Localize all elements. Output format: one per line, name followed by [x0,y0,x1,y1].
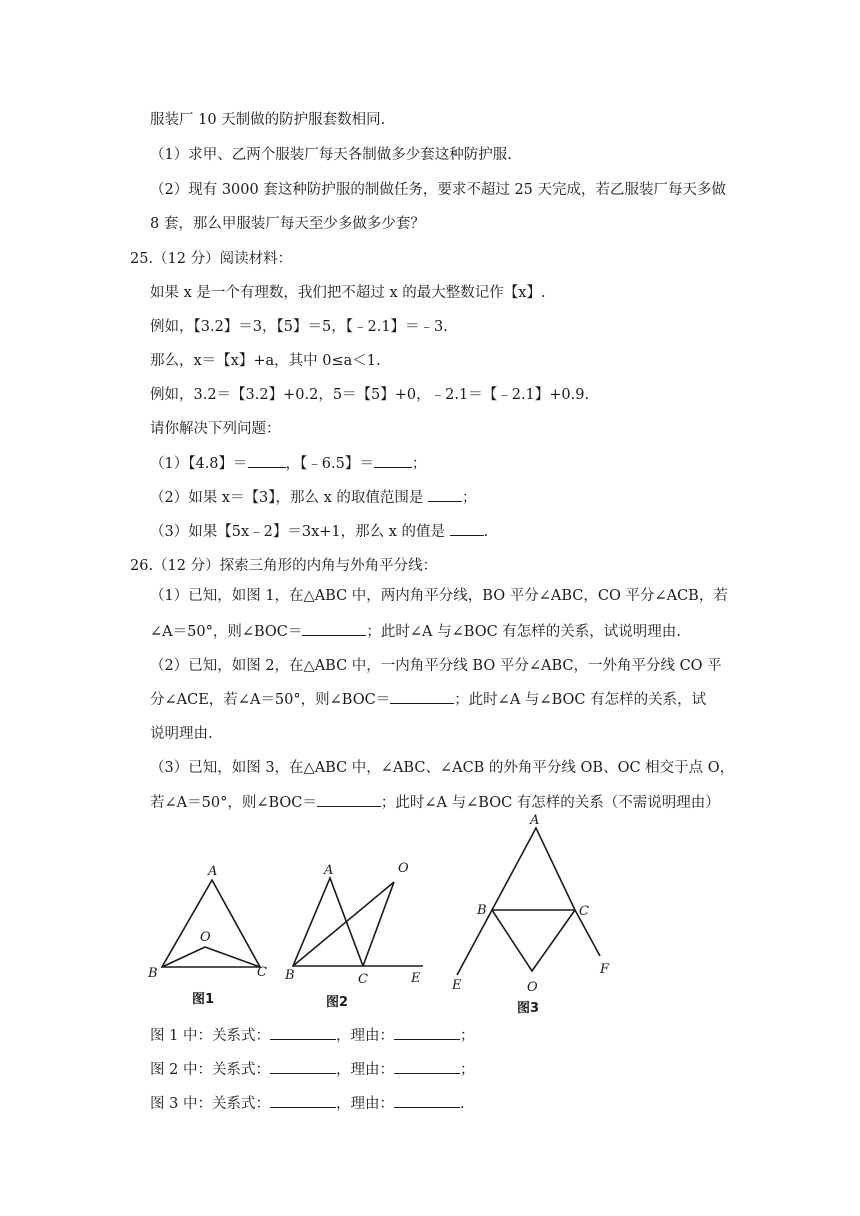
q24-line1: 服装厂 10 天制做的防护服套数相同. [150,112,386,128]
answer-blank[interactable] [248,453,286,468]
q26-part2a: （2）已知，如图 2，在△ABC 中，一内角平分线 BO 平分∠ABC，一外角平分线 CO 平 [150,658,722,674]
fig1-label-o: O [200,930,211,945]
fig1-label-a: A [208,864,218,879]
q24-part2a: （2）现有 3000 套这种防护服的制做任务，要求不超过 25 天完成，若乙服装厂每天多做 [150,182,727,198]
fig1-triangle-abc [162,880,260,967]
q25-material-5: 请你解决下列问题： [150,421,281,437]
q26-part2b: 分∠ACE，若∠A＝50°，则∠BOC＝ ；此时∠A 与∠BOC 有怎样的关系，试 [150,689,706,710]
q24-part2b: 8 套，那么甲服装厂每天至少多做多少套？ [150,216,425,232]
answer-blank[interactable] [428,487,462,502]
q25-material-1: 如果 x 是一个有理数，我们把不超过 x 的最大整数记作【x】. [150,285,546,301]
q25-part1: （1）【4.8】＝ ，【﹣6.5】＝ ； [150,453,426,474]
fig3-label-c: C [579,904,589,919]
fig1-caption: 图1 [192,992,215,1007]
fig2-label-b: B [285,968,295,983]
q24-part1: （1）求甲、乙两个服装厂每天各制做多少套这种防护服. [150,147,512,163]
answer-blank[interactable] [450,521,484,536]
q26-header: 26.（12 分）探索三角形的内角与外角平分线： [130,558,438,574]
fig2-label-e: E [411,971,421,986]
fig1-label-c: C [257,965,267,980]
q25-part2: （2）如果 x＝【3】，那么 x 的取值范围是 ； [150,487,477,508]
fig3-label-a: A [530,813,540,828]
q26-answer-fig2: 图 2 中：关系式： ，理由： ； [150,1059,474,1080]
figure-1 [140,855,280,1015]
q25-material-2: 例如，【3.2】＝3，【5】＝5，【﹣2.1】＝﹣3. [150,319,448,335]
q26-answer-fig3: 图 3 中：关系式： ，理由： . [150,1093,465,1114]
q26-answer-fig1: 图 1 中：关系式： ，理由： ； [150,1025,474,1046]
fig1-bisectors [162,947,260,967]
q26-part2c: 说明理由. [150,726,213,742]
q26-part1a: （1）已知，如图 1，在△ABC 中，两内角平分线，BO 平分∠ABC，CO 平分∠ACB，若 [150,588,728,604]
answer-blank[interactable] [394,1093,460,1108]
answer-blank[interactable] [270,1059,336,1074]
fig3-label-o: O [527,980,538,995]
figure-3 [440,808,625,1020]
fig3-label-e: E [452,978,462,993]
q26-part1b: ∠A＝50°，则∠BOC＝ ；此时∠A 与∠BOC 有怎样的关系，试说明理由. [150,621,681,642]
answer-blank[interactable] [394,1025,460,1040]
answer-blank[interactable] [390,689,454,704]
fig3-bisectors [492,910,575,971]
answer-blank[interactable] [302,621,366,636]
answer-blank[interactable] [317,792,381,807]
answer-blank[interactable] [394,1059,460,1074]
q26-part3b: 若∠A＝50°，则∠BOC＝ ；此时∠A 与∠BOC 有怎样的关系（不需说明理由） [150,792,720,813]
fig1-label-b: B [148,966,158,981]
answer-blank[interactable] [270,1093,336,1108]
fig2-label-a: A [324,863,334,878]
fig3-caption: 图3 [517,1001,540,1016]
q25-header: 25.（12 分）阅读材料： [130,251,293,267]
figure-2 [278,858,428,1016]
fig2-label-o: O [398,861,409,876]
answer-blank[interactable] [374,453,412,468]
fig3-label-f: F [600,962,610,977]
q25-material-4: 例如，3.2＝【3.2】+0.2，5＝【5】+0，﹣2.1＝【﹣2.1】+0.9. [150,387,590,403]
fig3-label-b: B [477,903,487,918]
answer-blank[interactable] [270,1025,336,1040]
fig2-triangle-abc [293,878,363,966]
q26-part3a: （3）已知，如图 3，在△ABC 中，∠ABC、∠ACB 的外角平分线 OB、OC 相交于点 O， [150,760,735,776]
fig3-extended-sides [457,828,600,975]
fig2-label-c: C [358,972,368,987]
q25-part3: （3）如果【5x﹣2】＝3x+1，那么 x 的值是 . [150,521,488,542]
q25-material-3: 那么，x＝【x】+a，其中 0≤a＜1. [150,353,381,369]
fig2-caption: 图2 [326,995,349,1010]
